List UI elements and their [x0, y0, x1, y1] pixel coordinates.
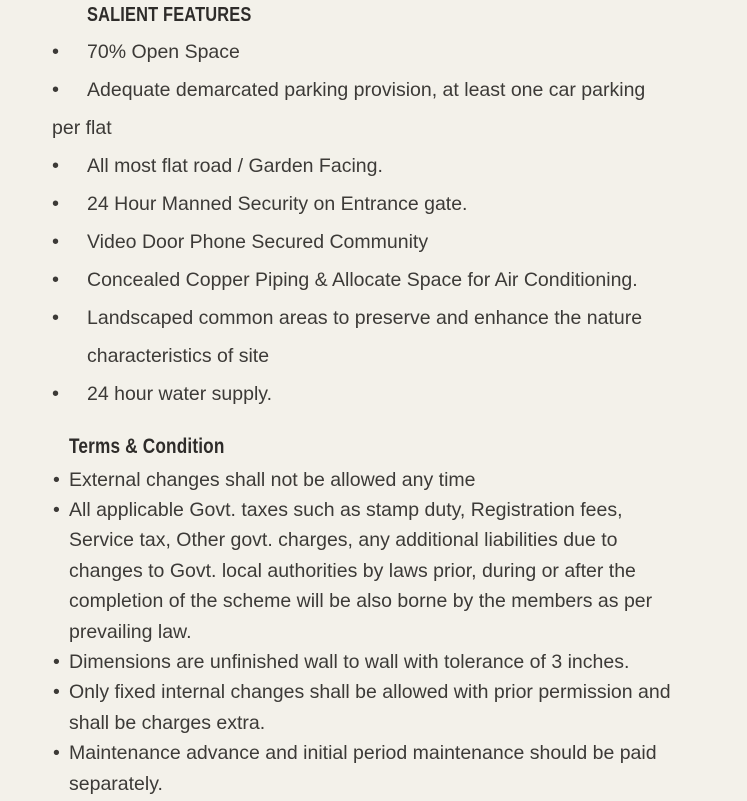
bullet-icon: •	[53, 499, 60, 521]
bullet-icon: •	[52, 307, 60, 329]
terms-heading: Terms & Condition	[69, 435, 225, 458]
bullet-icon: •	[52, 155, 60, 177]
bullet-icon: •	[53, 651, 60, 673]
bullet-icon: •	[53, 681, 60, 703]
bullet-icon: •	[52, 383, 60, 405]
bullet-icon: •	[52, 79, 60, 101]
list-item: • Video Door Phone Secured Community	[0, 223, 747, 261]
bullet-icon: •	[52, 231, 60, 253]
list-item: • Landscaped common areas to preserve and enhance the nature	[0, 299, 747, 337]
bullet-icon: •	[53, 469, 60, 491]
salient-features-heading: SALIENT FEATURES	[87, 4, 252, 26]
list-item-continuation: per flat	[52, 117, 112, 139]
bullet-icon: •	[52, 193, 60, 215]
list-item: • Concealed Copper Piping & Allocate Space for Air Conditioning.	[0, 261, 747, 299]
bullet-icon: •	[52, 269, 60, 291]
list-item: • All most flat road / Garden Facing.	[0, 147, 747, 185]
list-item: • 24 hour water supply.	[0, 375, 747, 413]
list-item: • Adequate demarcated parking provision, at least one car parking	[0, 71, 747, 109]
list-item: • 70% Open Space	[0, 33, 747, 71]
list-item-continuation: characteristics of site	[87, 345, 270, 367]
list-item: • 24 Hour Manned Security on Entrance gate.	[0, 185, 747, 223]
bullet-icon: •	[52, 41, 60, 63]
bullet-icon: •	[53, 742, 60, 764]
